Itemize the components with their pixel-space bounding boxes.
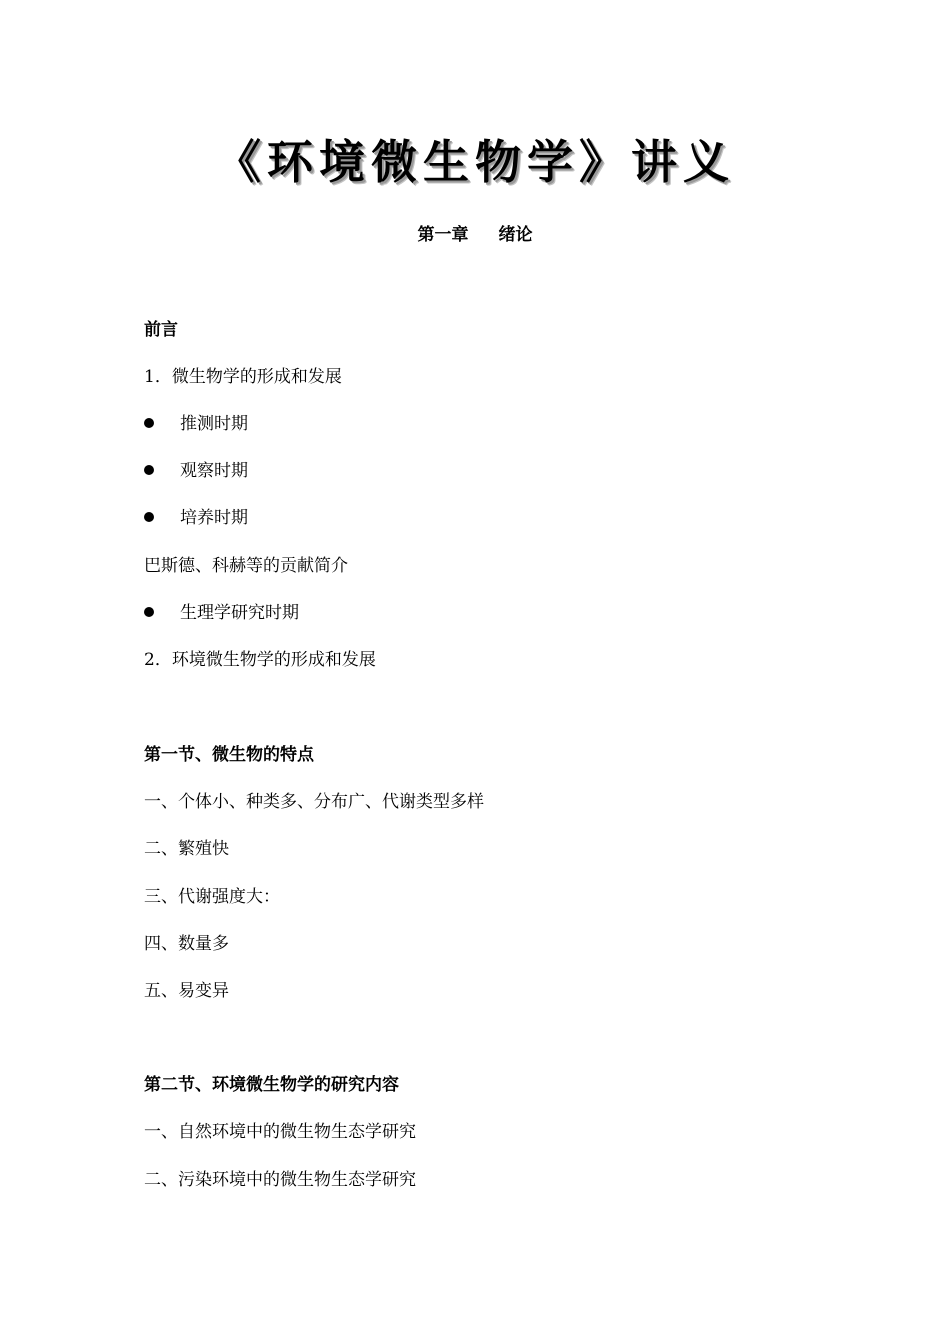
document-title: 《环境微生物学》讲义	[215, 135, 735, 189]
preface-item-2: 2．环境微生物学的形成和发展	[144, 650, 376, 670]
bullet-text: 生理学研究时期	[180, 603, 299, 623]
bullet-icon	[144, 465, 154, 475]
section1-heading: 第一节、微生物的特点	[144, 745, 314, 765]
bullet-text: 培养时期	[180, 508, 248, 528]
section2-heading: 第二节、环境微生物学的研究内容	[144, 1075, 399, 1095]
bullet-icon	[144, 607, 154, 617]
preface-item-1: 1．微生物学的形成和发展	[144, 367, 342, 387]
section2-item: 一、自然环境中的微生物生态学研究	[144, 1122, 416, 1142]
bullet-item	[144, 411, 248, 437]
section1-item: 一、个体小、种类多、分布广、代谢类型多样	[144, 792, 484, 812]
bullet-item	[144, 458, 248, 484]
bullet-item	[144, 600, 299, 626]
bullet-icon	[144, 512, 154, 522]
section2-item: 二、污染环境中的微生物生态学研究	[144, 1170, 416, 1190]
bullet-icon	[144, 418, 154, 428]
bullet-text: 推测时期	[180, 414, 248, 434]
bullet-text: 观察时期	[180, 461, 248, 481]
bullet-item	[144, 505, 248, 531]
chapter-number: 第一章	[417, 225, 469, 245]
section1-item: 三、代谢强度大：	[144, 887, 280, 907]
section1-item: 四、数量多	[144, 934, 229, 954]
section1-item: 二、繁殖快	[144, 839, 229, 859]
chapter-name: 绪论	[498, 225, 533, 245]
chapter-heading	[0, 222, 950, 248]
section1-item: 五、易变异	[144, 981, 229, 1001]
preface-heading: 前言	[144, 320, 178, 340]
preface-note: 巴斯德、科赫等的贡献简介	[144, 556, 348, 576]
